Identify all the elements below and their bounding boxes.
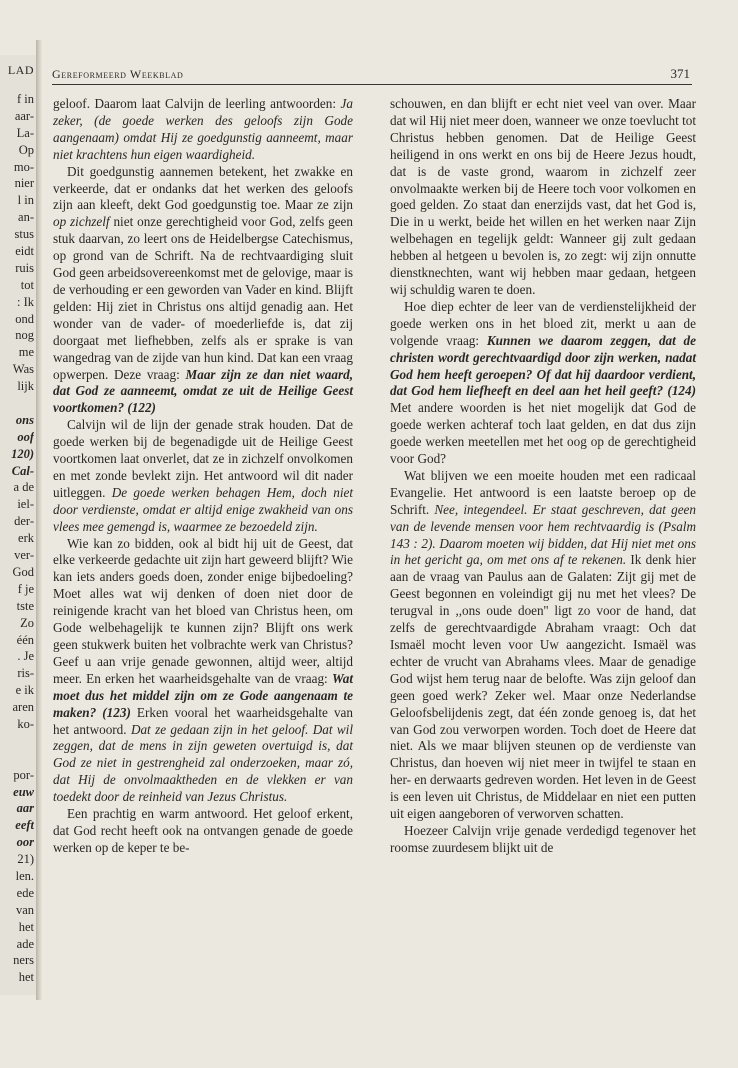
previous-page-line	[0, 750, 34, 767]
previous-page-line: ruis	[15, 260, 34, 275]
italic-answer: Dat ze gedaan zijn in het geloof. Dat wil zeggen, dat de mens in zijn geweten overtuigd is, dat God ze niet in gestrengheid zal onderzoeken, maar zó, dat Hij de onvolmaaktheden en de vlekken er van toedekt door de reinheid van Jezus Christus.	[53, 721, 353, 805]
previous-page-line: God	[12, 564, 34, 579]
previous-page-line: oof	[17, 429, 34, 444]
running-header	[52, 64, 692, 85]
previous-page-line: f in	[16, 92, 34, 106]
previous-page-text-fragments	[0, 91, 34, 986]
right-column	[390, 96, 696, 857]
text-run: schouwen, en dan blijft er echt niet veel van over. Maar dat wil Hij niet meer doen, wanneer we onze toevlucht tot Christus hebben genomen. Dat de Heilige Geest heiligend in ons werkt en ons bij de Heere Jezus houdt, dat is de vaste grond, waarom in zichzelf zeer onvolmaakte werken bij de Heere toch voor volkomen en goed gelden. Zo staat dan enerzijds vast, dat het God is, Die in u werkt, beide het willen en het werken naar Zijn welbehagen en tegelijk geldt: Wanneer gij zult gedaan hebben al hetgeen u bevolen is, zo zegt: wij zijn onnutte dienstknechten, want wij hebben maar gedaan, hetgeen wij schuldig waren te doen.	[390, 96, 696, 297]
paragraph	[390, 299, 696, 468]
previous-page-line: stus	[14, 227, 34, 242]
previous-page-line: één	[16, 632, 34, 647]
previous-page-line	[0, 733, 34, 750]
previous-page-line: eidt	[15, 244, 34, 259]
paragraph	[390, 468, 696, 823]
text-run: Wat blijven we een moeite houden met een radicaal Evangelie. Het antwoord is een laatste beroep op de Schrift.	[390, 467, 696, 517]
previous-page-line: e ik	[15, 683, 34, 698]
text-run: Een prachtig en warm antwoord. Het geloof erkent, dat God recht heeft ook na ontvangen genade de goede werken op de keper te be-	[53, 806, 353, 855]
text-run: Met andere woorden is het niet mogelijk dat God de goede werken achteraf toch laat gelden, en dat dus zijn goede werken meetellen met het oog op de gerechtigheid voor God?	[390, 400, 696, 467]
paragraph	[53, 96, 353, 164]
text-run: Dit goedgunstig aannemen betekent, het zwakke en verkeerde, dat er ondanks dat het werken des geloofs zijn aan kleeft, dekt God goedgunstig toe. Maar ze zijn	[53, 163, 353, 213]
previous-page-header: LAD	[7, 63, 34, 77]
previous-page-line: eeft	[15, 818, 34, 833]
previous-page-line: Zo	[20, 615, 34, 630]
previous-page-line: euw	[13, 784, 34, 799]
italic-answer: Nee, integendeel. Er staat geschreven, dat geen van de levende mensen voor hem rechtvaardig is (Psalm 143 : 2). Daarom moeten wij bidden, dat Hij niet met ons in het gericht ga, om met ons af te rekenen.	[390, 501, 696, 568]
text-run: Hoe diep echter de leer van de verdienstelijkheid der goede werken ons in het bloed zit, merkt u aan de volgende vraag:	[390, 298, 696, 348]
previous-page-line: ond	[15, 311, 34, 326]
previous-page-line: oor	[16, 835, 34, 850]
paragraph	[53, 536, 353, 807]
previous-page-line: erk	[18, 531, 34, 546]
previous-page-line	[0, 395, 34, 412]
page-gutter	[36, 40, 42, 1000]
previous-page-line: aar	[16, 801, 34, 816]
journal-title: Gereformeerd Weekblad	[52, 67, 184, 81]
paragraph	[53, 806, 353, 857]
previous-page-line: ko-	[17, 716, 34, 731]
catechism-question: Maar zijn ze dan niet waard, dat God ze aanneemt, omdat ze uit de Heilige Geest voortkomen? (122)	[53, 366, 354, 416]
previous-page-line: La-	[16, 125, 34, 140]
previous-page-line: aren	[12, 700, 34, 715]
previous-page-line: Cal-	[11, 463, 34, 478]
paragraph	[390, 96, 696, 299]
previous-page-line: iel-	[17, 497, 34, 512]
previous-page-line: ners	[13, 953, 34, 968]
previous-page-line: an-	[18, 210, 34, 225]
previous-page-line: het	[18, 970, 34, 985]
previous-page-line: nog	[15, 328, 34, 343]
previous-page-line: ons	[15, 412, 34, 427]
previous-page-line: : Ik	[16, 294, 34, 309]
previous-page-line: aar-	[14, 108, 34, 123]
previous-page-line: l in	[17, 193, 34, 208]
italic-answer: Ja zeker, (de goede werken des geloofs zijn Gode aangenaam) omdat Hij ze goedgunstig aanneemt, maar niet krachtens hun eigen waardigheid.	[53, 96, 353, 162]
paragraph	[53, 417, 353, 535]
previous-page-line: ede	[16, 885, 34, 900]
previous-page-line: tste	[16, 598, 34, 613]
italic-phrase: op zichzelf	[53, 214, 110, 230]
page-number: 371	[670, 66, 690, 81]
text-run: niet onze gerechtigheid voor God, zelfs geen stuk daarvan, zo leert ons de Heidelbergse Catechismus, op grond van de Schrift. Na de rechtvaardiging sluit God geen arbeidsovereenkomst met de gelovige, maar is de verhouding er een geworden van Vader en kind. Blijft gelden: Hij ziet in Christus ons altijd genadig aan. Het wonder van de vader- of moederliefde is, dat zij doorgaat met liefhebben, zelfs als er sprake is van wangedrag van de zijde van hun kind. Dat kan een vraag opwerpen. Deze vraag:	[53, 214, 354, 382]
previous-page-line: por-	[13, 767, 34, 782]
previous-page-line: ade	[16, 936, 34, 951]
previous-page-line: Was	[12, 362, 34, 377]
previous-page-line: nier	[14, 176, 34, 191]
previous-page-line: f je	[17, 581, 34, 596]
text-run: Erken vooral het waarheidsgehalte van het antwoord.	[53, 704, 353, 737]
previous-page-line: tot	[20, 277, 34, 292]
previous-page-line: 120)	[11, 446, 34, 461]
text-run: Calvijn wil de lijn der genade strak houden. Dat de goede werken bij de begenadigde uit de Heilige Geest voortkomen laat onverlet, dat ze in zichzelf onvolkomen en met zonde bevlekt zijn. Het antwoord wil dit nader uitleggen.	[53, 417, 353, 500]
paragraph	[53, 164, 353, 418]
previous-page-line: . Je	[17, 649, 34, 664]
previous-page-line: mo-	[13, 159, 34, 174]
paragraph	[390, 823, 696, 857]
previous-page-line: Op	[18, 142, 34, 157]
italic-answer: De goede werken behagen Hem, doch niet door verdienste, omdat er altijd enige zwakheid van ons vlees mee gemengd is, waarmee ze bezoedeld zijn.	[53, 484, 353, 534]
text-run: Hoezeer Calvijn vrije genade verdedigd tegenover het roomse zuurdesem blijkt uit de	[390, 822, 696, 855]
previous-page-line: het	[18, 919, 34, 934]
previous-page-line: me	[18, 345, 34, 360]
previous-page-line: ris-	[17, 666, 34, 681]
previous-page-line: lijk	[17, 379, 34, 394]
catechism-question: Wat moet dus het middel zijn om ze Gode aangenaam te maken? (123)	[53, 670, 353, 720]
previous-page-line: ver-	[14, 548, 34, 563]
left-column	[53, 96, 353, 857]
previous-page-line: der-	[14, 514, 34, 529]
previous-page-line: len.	[15, 868, 34, 883]
text-run: geloof. Daarom laat Calvijn de leerling antwoorden:	[53, 96, 341, 111]
text-run: Wie kan zo bidden, ook al bidt hij uit de Geest, dat elke verkeerde gedachte uit zijn hart geweerd blijft? Wie kan iets anders goeds doen, zonder enige bijbedoeling? Moet alles wat wij denken of doen niet door de reinigende kracht van het bloed van Christus heen, om Gode welbehagelijk te kunnen zijn? Blijft ons werk geen stukwerk buiten het volbrachte werk van Christus? Geef u aan vrije genade gewonnen, altijd weer, altijd meer. En erken het waarheidsgehalte van de vraag:	[53, 535, 353, 686]
previous-page-edge	[0, 55, 36, 995]
previous-page-line: a de	[13, 480, 34, 495]
previous-page-line: 21)	[17, 852, 34, 867]
previous-page-line: van	[15, 902, 34, 917]
text-run: Ik denk hier aan de vraag van Paulus aan de Galaten: Zijt gij met de Geest begonnen en voleindigt gij nu met het vlees? De terugval in ,,ons oude doen'' ligt zo voor de hand, dat zelfs de gerechtvaardigde Abraham vraagt: Och dat Ismaël mocht leven voor Uw aangezicht. Ismaël was echter de vrucht van Abrahams vlees. Maar de genadige God wijst hem terug naar de belofte. Was zijn geloof dan geen goed werk? Zeker wel. Maar onze Nederlandse Geloofsbelijdenis zegt, dat één zonde genoeg is, dat het van God zou verworpen worden. Toch doet de Heere dat niet. Als we maar blijven steunen op de verdienste van Christus, dan hoeven wij niet meer in twijfel te staan en her- en derwaarts gedreven worden. Het leven in de Geest is een leven uit Christus, de Middelaar en niet een putten uit eigen aangeboren of verworven schatten.	[390, 552, 696, 822]
catechism-question: Kunnen we daarom zeggen, dat de christen wordt gerechtvaardigd door zijn werken, nadat God hem heeft geroepen? Of dat hij daardoor verdient, dat God hem liefheeft en deel aan het heil geeft? (124)	[390, 332, 697, 399]
